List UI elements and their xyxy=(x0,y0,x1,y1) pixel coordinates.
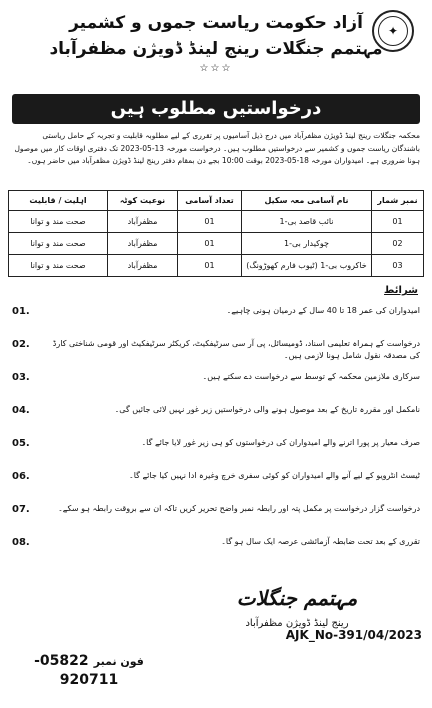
list-item xyxy=(8,432,424,465)
list-item xyxy=(8,333,424,366)
condition-text: صرف معیار پر پورا اترنے والے امیدواران کی درخواستوں کو ہی زیر غور لایا جائے گا۔ xyxy=(141,438,420,447)
list-item xyxy=(8,465,424,498)
condition-number: 04. xyxy=(12,405,30,416)
cell-count: 01 xyxy=(178,255,242,277)
table-row xyxy=(9,233,424,255)
condition-number: 05. xyxy=(12,438,30,449)
list-item xyxy=(8,300,424,333)
cell-serial: 03 xyxy=(372,255,424,277)
col-count: تعداد آسامی xyxy=(178,191,242,211)
footer xyxy=(0,560,432,708)
cell-post: خاکروب بی-1 (ٹیوب فارم کھوڑونگ) xyxy=(242,255,372,277)
cell-count: 01 xyxy=(178,211,242,233)
conditions-title: شرائط xyxy=(384,285,418,296)
cell-qualification: صحت مند و توانا xyxy=(9,211,108,233)
list-item xyxy=(8,399,424,432)
government-seal-icon xyxy=(372,10,414,52)
cell-qualification: صحت مند و توانا xyxy=(9,255,108,277)
reference-number: AJK_No-391/04/2023 xyxy=(285,628,422,642)
signature-subtitle: رینج لینڈ ڈویژن مظفرآباد xyxy=(245,618,349,629)
condition-text: درخواست گزار درخواست پر مکمل پتہ اور رابطہ نمبر واضح تحریر کریں تاکہ ان سے بروقت رابطہ ہو سکے۔ xyxy=(58,504,420,513)
list-item xyxy=(8,498,424,531)
government-title: آزاد حکومت ریاست جموں و کشمیر xyxy=(69,13,363,33)
cell-count: 01 xyxy=(178,233,242,255)
jobs-table xyxy=(8,190,424,277)
condition-number: 01. xyxy=(12,306,30,317)
header xyxy=(8,6,424,92)
condition-text: درخواست کے ہمراہ تعلیمی اسناد، ڈومیسائل، پی آر سی سرٹیفکیٹ، کریکٹر سرٹیفکیٹ اور قومی شناختی کارڈ کی مصدقہ نقول شامل ہونا لازمی ہیں۔ xyxy=(52,339,420,360)
cell-quota: مظفرآباد xyxy=(108,233,178,255)
col-serial: نمبر شمار xyxy=(372,191,424,211)
col-post: نام آسامی معہ سکیل xyxy=(242,191,372,211)
table-header-row xyxy=(9,191,424,211)
signature-block xyxy=(202,584,392,632)
condition-number: 08. xyxy=(12,537,30,548)
condition-text: امیدواران کی عمر 18 تا 40 سال کے درمیان ہونی چاہیے۔ xyxy=(226,306,420,315)
condition-number: 02. xyxy=(12,339,30,350)
cell-serial: 01 xyxy=(372,211,424,233)
phone-block xyxy=(14,650,164,688)
cell-quota: مظفرآباد xyxy=(108,255,178,277)
condition-text: نامکمل اور مقررہ تاریخ کے بعد موصول ہونے والی درخواستیں زیر غور نہیں لائی جائیں گی۔ xyxy=(114,405,420,414)
condition-number: 03. xyxy=(12,372,30,383)
phone-label: فون نمبر xyxy=(93,655,144,668)
list-item xyxy=(8,366,424,399)
col-qualification: اہلیت / قابلیت xyxy=(9,191,108,211)
condition-text: تقرری کے بعد تحت ضابطہ آزمائشی عرصہ ایک سال ہو گا۔ xyxy=(221,537,420,546)
intro-paragraph: محکمہ جنگلات رینج لینڈ ڈویژن مظفرآباد میں درج ذیل آسامیوں پر تقرری کے لیے مطلوبہ قابلیت و تجربہ کے حامل ریاستی باشندگان ریاست جموں و کشمیر سے درخواستیں مطلوب ہیں۔ درخواست مورخہ 13-05-2023 تک دفتری اوقات کار میں موصول ہونا ضروری ہے۔ امیدواران مورخہ 18-05-2023 بوقت 10:00 بجے دن بمقام دفتر رینج لینڈ ڈویژن مظفرآباد میں حاضر ہوں۔ xyxy=(14,131,420,165)
cell-qualification: صحت مند و توانا xyxy=(9,233,108,255)
table-row xyxy=(9,211,424,233)
cell-post: نائب قاصد بی-1 xyxy=(242,211,372,233)
seal-inner: ✦ xyxy=(378,16,408,46)
department-title: مہتمم جنگلات رینج لینڈ ڈویژن مظفرآباد xyxy=(49,39,383,59)
table-row xyxy=(9,255,424,277)
title-banner: درخواستیں مطلوب ہیں xyxy=(12,94,420,124)
cell-post: چوکیدار بی-1 xyxy=(242,233,372,255)
cell-quota: مظفرآباد xyxy=(108,211,178,233)
stars-ornament: ☆☆☆ xyxy=(199,63,233,74)
signature-title: مہتمم جنگلات xyxy=(236,586,358,610)
col-quota: نوعیت کوٹہ xyxy=(108,191,178,211)
conditions-list xyxy=(8,300,424,564)
condition-text: ٹیسٹ انٹرویو کے لیے آنے والے امیدواران کو کوئی سفری خرچ وغیرہ ادا نہیں کیا جائے گا۔ xyxy=(129,471,420,480)
cell-serial: 02 xyxy=(372,233,424,255)
condition-number: 07. xyxy=(12,504,30,515)
condition-number: 06. xyxy=(12,471,30,482)
phone-number: 05822-920711 xyxy=(34,653,119,688)
condition-text: سرکاری ملازمین محکمہ کے توسط سے درخواست دے سکتے ہیں۔ xyxy=(202,372,420,381)
